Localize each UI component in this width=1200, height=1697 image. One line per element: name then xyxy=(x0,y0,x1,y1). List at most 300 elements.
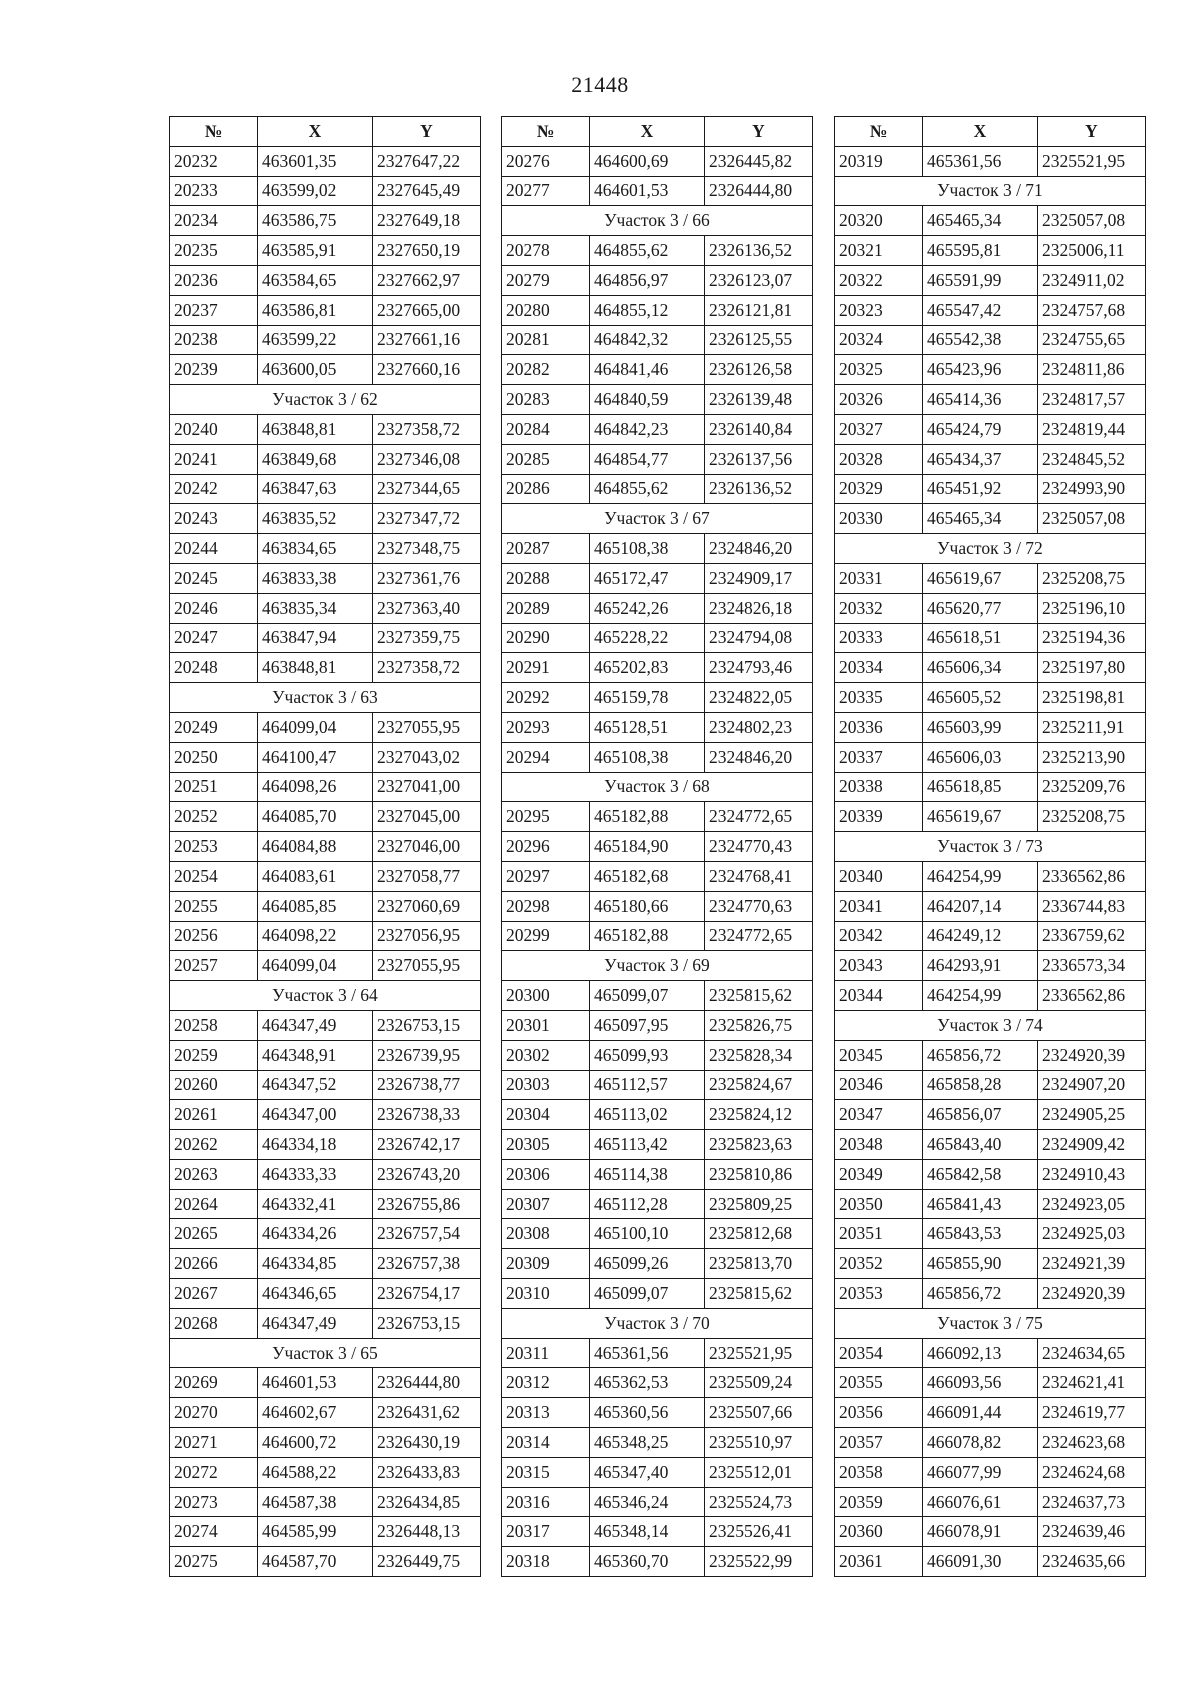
y-coordinate-cell: 2326123,07 xyxy=(705,265,813,295)
table-row xyxy=(170,742,481,772)
point-number-cell: 20252 xyxy=(170,802,258,832)
point-number-cell: 20284 xyxy=(502,414,590,444)
y-coordinate-cell: 2327344,65 xyxy=(373,474,481,504)
table-row xyxy=(835,1189,1146,1219)
table-row xyxy=(170,504,481,534)
table-row xyxy=(835,236,1146,266)
x-coordinate-cell: 464098,26 xyxy=(258,772,373,802)
x-coordinate-cell: 464333,33 xyxy=(258,1159,373,1189)
x-coordinate-cell: 465856,72 xyxy=(923,1040,1038,1070)
x-coordinate-cell: 465182,88 xyxy=(590,802,705,832)
table-row xyxy=(835,1159,1146,1189)
table-row xyxy=(835,653,1146,683)
x-coordinate-cell: 463599,02 xyxy=(258,176,373,206)
y-coordinate-cell: 2327358,72 xyxy=(373,653,481,683)
table-row xyxy=(170,1428,481,1458)
table-row xyxy=(835,206,1146,236)
table-row xyxy=(170,534,481,564)
y-coordinate-cell: 2324845,52 xyxy=(1038,444,1146,474)
coordinates-table-2 xyxy=(501,116,813,1577)
x-coordinate-cell: 463848,81 xyxy=(258,414,373,444)
x-coordinate-cell: 465542,38 xyxy=(923,325,1038,355)
point-number-cell: 20272 xyxy=(170,1457,258,1487)
table-row xyxy=(170,563,481,593)
point-number-cell: 20314 xyxy=(502,1428,590,1458)
y-coordinate-cell: 2324634,65 xyxy=(1038,1338,1146,1368)
table-row xyxy=(502,1487,813,1517)
x-coordinate-cell: 465099,07 xyxy=(590,981,705,1011)
point-number-cell: 20316 xyxy=(502,1487,590,1517)
table-row xyxy=(170,236,481,266)
y-coordinate-cell: 2324846,20 xyxy=(705,742,813,772)
point-number-cell: 20299 xyxy=(502,921,590,951)
x-coordinate-cell: 464100,47 xyxy=(258,742,373,772)
y-coordinate-cell: 2326738,33 xyxy=(373,1100,481,1130)
table-row xyxy=(502,1159,813,1189)
y-coordinate-cell: 2336759,62 xyxy=(1038,921,1146,951)
point-number-cell: 20234 xyxy=(170,206,258,236)
x-coordinate-cell: 463835,34 xyxy=(258,593,373,623)
table-row xyxy=(170,295,481,325)
x-coordinate-cell: 465113,02 xyxy=(590,1100,705,1130)
x-coordinate-cell: 464842,23 xyxy=(590,414,705,444)
table-row xyxy=(835,444,1146,474)
point-number-cell: 20246 xyxy=(170,593,258,623)
point-number-cell: 20358 xyxy=(835,1457,923,1487)
x-coordinate-cell: 463599,22 xyxy=(258,325,373,355)
point-number-cell: 20298 xyxy=(502,891,590,921)
table-row xyxy=(170,355,481,385)
header-x: X xyxy=(258,117,373,147)
y-coordinate-cell: 2326430,19 xyxy=(373,1428,481,1458)
y-coordinate-cell: 2327060,69 xyxy=(373,891,481,921)
y-coordinate-cell: 2327361,76 xyxy=(373,563,481,593)
y-coordinate-cell: 2327348,75 xyxy=(373,534,481,564)
x-coordinate-cell: 465097,95 xyxy=(590,1010,705,1040)
x-coordinate-cell: 464587,70 xyxy=(258,1547,373,1577)
x-coordinate-cell: 465100,10 xyxy=(590,1219,705,1249)
point-number-cell: 20334 xyxy=(835,653,923,683)
table-row xyxy=(170,921,481,951)
table-row xyxy=(170,1130,481,1160)
table-row xyxy=(170,1010,481,1040)
x-coordinate-cell: 464249,12 xyxy=(923,921,1038,951)
point-number-cell: 20262 xyxy=(170,1130,258,1160)
y-coordinate-cell: 2325810,86 xyxy=(705,1159,813,1189)
x-coordinate-cell: 463835,52 xyxy=(258,504,373,534)
y-coordinate-cell: 2325522,99 xyxy=(705,1547,813,1577)
point-number-cell: 20290 xyxy=(502,623,590,653)
point-number-cell: 20353 xyxy=(835,1279,923,1309)
point-number-cell: 20352 xyxy=(835,1249,923,1279)
table-row xyxy=(502,534,813,564)
point-number-cell: 20301 xyxy=(502,1010,590,1040)
y-coordinate-cell: 2324624,68 xyxy=(1038,1457,1146,1487)
point-number-cell: 20256 xyxy=(170,921,258,951)
x-coordinate-cell: 465242,26 xyxy=(590,593,705,623)
y-coordinate-cell: 2325826,75 xyxy=(705,1010,813,1040)
x-coordinate-cell: 465184,90 xyxy=(590,832,705,862)
table-row xyxy=(835,802,1146,832)
table-row xyxy=(502,265,813,295)
x-coordinate-cell: 463600,05 xyxy=(258,355,373,385)
table-row xyxy=(835,355,1146,385)
y-coordinate-cell: 2327649,18 xyxy=(373,206,481,236)
y-coordinate-cell: 2325211,91 xyxy=(1038,712,1146,742)
table-row xyxy=(835,265,1146,295)
y-coordinate-cell: 2326743,20 xyxy=(373,1159,481,1189)
table-row xyxy=(502,474,813,504)
y-coordinate-cell: 2326444,80 xyxy=(705,176,813,206)
point-number-cell: 20312 xyxy=(502,1368,590,1398)
y-coordinate-cell: 2325824,12 xyxy=(705,1100,813,1130)
point-number-cell: 20336 xyxy=(835,712,923,742)
table-row xyxy=(835,1428,1146,1458)
point-number-cell: 20275 xyxy=(170,1547,258,1577)
section-title: Участок 3 / 63 xyxy=(170,683,481,713)
x-coordinate-cell: 465843,53 xyxy=(923,1219,1038,1249)
table-row xyxy=(170,206,481,236)
table-row xyxy=(502,1249,813,1279)
y-coordinate-cell: 2325512,01 xyxy=(705,1457,813,1487)
x-coordinate-cell: 463849,68 xyxy=(258,444,373,474)
table-row xyxy=(835,683,1146,713)
point-number-cell: 20328 xyxy=(835,444,923,474)
y-coordinate-cell: 2325521,95 xyxy=(1038,146,1146,176)
section-title: Участок 3 / 68 xyxy=(502,772,813,802)
point-number-cell: 20268 xyxy=(170,1308,258,1338)
point-number-cell: 20311 xyxy=(502,1338,590,1368)
y-coordinate-cell: 2327661,16 xyxy=(373,325,481,355)
table-row xyxy=(835,772,1146,802)
x-coordinate-cell: 464854,77 xyxy=(590,444,705,474)
y-coordinate-cell: 2326742,17 xyxy=(373,1130,481,1160)
section-title: Участок 3 / 69 xyxy=(502,951,813,981)
table-row xyxy=(502,832,813,862)
section-title: Участок 3 / 74 xyxy=(835,1010,1146,1040)
table-row xyxy=(502,444,813,474)
y-coordinate-cell: 2324925,03 xyxy=(1038,1219,1146,1249)
x-coordinate-cell: 465858,28 xyxy=(923,1070,1038,1100)
x-coordinate-cell: 463586,81 xyxy=(258,295,373,325)
point-number-cell: 20264 xyxy=(170,1189,258,1219)
point-number-cell: 20345 xyxy=(835,1040,923,1070)
y-coordinate-cell: 2324920,39 xyxy=(1038,1279,1146,1309)
point-number-cell: 20232 xyxy=(170,146,258,176)
point-number-cell: 20310 xyxy=(502,1279,590,1309)
point-number-cell: 20321 xyxy=(835,236,923,266)
table-row xyxy=(170,1189,481,1219)
x-coordinate-cell: 464855,12 xyxy=(590,295,705,325)
header-y: Y xyxy=(373,117,481,147)
point-number-cell: 20271 xyxy=(170,1428,258,1458)
point-number-cell: 20355 xyxy=(835,1368,923,1398)
y-coordinate-cell: 2325208,75 xyxy=(1038,802,1146,832)
y-coordinate-cell: 2326136,52 xyxy=(705,474,813,504)
y-coordinate-cell: 2324846,20 xyxy=(705,534,813,564)
point-number-cell: 20341 xyxy=(835,891,923,921)
y-coordinate-cell: 2324911,02 xyxy=(1038,265,1146,295)
table-row xyxy=(170,1547,481,1577)
x-coordinate-cell: 465348,25 xyxy=(590,1428,705,1458)
table-row xyxy=(835,1130,1146,1160)
x-coordinate-cell: 464347,49 xyxy=(258,1010,373,1040)
table-row xyxy=(502,1338,813,1368)
section-row xyxy=(502,951,813,981)
x-coordinate-cell: 466078,91 xyxy=(923,1517,1038,1547)
x-coordinate-cell: 464585,99 xyxy=(258,1517,373,1547)
x-coordinate-cell: 464601,53 xyxy=(590,176,705,206)
table-row xyxy=(170,1517,481,1547)
table-row xyxy=(502,1457,813,1487)
point-number-cell: 20266 xyxy=(170,1249,258,1279)
point-number-cell: 20319 xyxy=(835,146,923,176)
x-coordinate-cell: 465856,72 xyxy=(923,1279,1038,1309)
x-coordinate-cell: 465108,38 xyxy=(590,534,705,564)
x-coordinate-cell: 465099,93 xyxy=(590,1040,705,1070)
section-title: Участок 3 / 75 xyxy=(835,1308,1146,1338)
point-number-cell: 20350 xyxy=(835,1189,923,1219)
x-coordinate-cell: 465465,34 xyxy=(923,206,1038,236)
point-number-cell: 20294 xyxy=(502,742,590,772)
y-coordinate-cell: 2326753,15 xyxy=(373,1308,481,1338)
point-number-cell: 20233 xyxy=(170,176,258,206)
point-number-cell: 20323 xyxy=(835,295,923,325)
point-number-cell: 20349 xyxy=(835,1159,923,1189)
x-coordinate-cell: 464084,88 xyxy=(258,832,373,862)
point-number-cell: 20285 xyxy=(502,444,590,474)
coordinates-table-1 xyxy=(169,116,481,1577)
x-coordinate-cell: 464855,62 xyxy=(590,474,705,504)
y-coordinate-cell: 2326757,38 xyxy=(373,1249,481,1279)
table-row xyxy=(502,891,813,921)
y-coordinate-cell: 2326136,52 xyxy=(705,236,813,266)
point-number-cell: 20359 xyxy=(835,1487,923,1517)
section-row xyxy=(502,772,813,802)
point-number-cell: 20260 xyxy=(170,1070,258,1100)
section-title: Участок 3 / 71 xyxy=(835,176,1146,206)
section-row xyxy=(835,1308,1146,1338)
table-row xyxy=(502,563,813,593)
table-row xyxy=(170,1279,481,1309)
point-number-cell: 20324 xyxy=(835,325,923,355)
point-number-cell: 20360 xyxy=(835,1517,923,1547)
x-coordinate-cell: 465347,40 xyxy=(590,1457,705,1487)
point-number-cell: 20249 xyxy=(170,712,258,742)
point-number-cell: 20283 xyxy=(502,385,590,415)
x-coordinate-cell: 464840,59 xyxy=(590,385,705,415)
y-coordinate-cell: 2324637,73 xyxy=(1038,1487,1146,1517)
point-number-cell: 20241 xyxy=(170,444,258,474)
table-row xyxy=(502,325,813,355)
table-row xyxy=(502,295,813,325)
x-coordinate-cell: 464334,26 xyxy=(258,1219,373,1249)
x-coordinate-cell: 465841,43 xyxy=(923,1189,1038,1219)
point-number-cell: 20327 xyxy=(835,414,923,444)
x-coordinate-cell: 463833,38 xyxy=(258,563,373,593)
table-row xyxy=(502,712,813,742)
y-coordinate-cell: 2324639,46 xyxy=(1038,1517,1146,1547)
point-number-cell: 20331 xyxy=(835,563,923,593)
point-number-cell: 20317 xyxy=(502,1517,590,1547)
y-coordinate-cell: 2326757,54 xyxy=(373,1219,481,1249)
y-coordinate-cell: 2324635,66 xyxy=(1038,1547,1146,1577)
table-row xyxy=(170,1100,481,1130)
y-coordinate-cell: 2325057,08 xyxy=(1038,206,1146,236)
y-coordinate-cell: 2325815,62 xyxy=(705,981,813,1011)
table-row xyxy=(170,712,481,742)
section-row xyxy=(170,385,481,415)
point-number-cell: 20354 xyxy=(835,1338,923,1368)
x-coordinate-cell: 464587,38 xyxy=(258,1487,373,1517)
section-row xyxy=(835,832,1146,862)
y-coordinate-cell: 2324757,68 xyxy=(1038,295,1146,325)
table-row xyxy=(502,1100,813,1130)
point-number-cell: 20340 xyxy=(835,861,923,891)
point-number-cell: 20274 xyxy=(170,1517,258,1547)
point-number-cell: 20237 xyxy=(170,295,258,325)
section-row xyxy=(835,1010,1146,1040)
y-coordinate-cell: 2327055,95 xyxy=(373,951,481,981)
y-coordinate-cell: 2325208,75 xyxy=(1038,563,1146,593)
point-number-cell: 20307 xyxy=(502,1189,590,1219)
x-coordinate-cell: 465591,99 xyxy=(923,265,1038,295)
y-coordinate-cell: 2325213,90 xyxy=(1038,742,1146,772)
point-number-cell: 20281 xyxy=(502,325,590,355)
table-row xyxy=(502,1428,813,1458)
y-coordinate-cell: 2326431,62 xyxy=(373,1398,481,1428)
y-coordinate-cell: 2325057,08 xyxy=(1038,504,1146,534)
x-coordinate-cell: 464588,22 xyxy=(258,1457,373,1487)
table-row xyxy=(502,1130,813,1160)
y-coordinate-cell: 2325809,25 xyxy=(705,1189,813,1219)
table-row xyxy=(835,563,1146,593)
point-number-cell: 20318 xyxy=(502,1547,590,1577)
y-coordinate-cell: 2324817,57 xyxy=(1038,385,1146,415)
section-row xyxy=(835,534,1146,564)
point-number-cell: 20258 xyxy=(170,1010,258,1040)
table-row xyxy=(835,1249,1146,1279)
x-coordinate-cell: 464600,69 xyxy=(590,146,705,176)
y-coordinate-cell: 2325524,73 xyxy=(705,1487,813,1517)
point-number-cell: 20320 xyxy=(835,206,923,236)
y-coordinate-cell: 2326449,75 xyxy=(373,1547,481,1577)
point-number-cell: 20330 xyxy=(835,504,923,534)
y-coordinate-cell: 2327056,95 xyxy=(373,921,481,951)
x-coordinate-cell: 465099,07 xyxy=(590,1279,705,1309)
y-coordinate-cell: 2327645,49 xyxy=(373,176,481,206)
point-number-cell: 20247 xyxy=(170,623,258,653)
table-row xyxy=(502,981,813,1011)
y-coordinate-cell: 2324921,39 xyxy=(1038,1249,1146,1279)
section-row xyxy=(170,981,481,1011)
y-coordinate-cell: 2326125,55 xyxy=(705,325,813,355)
y-coordinate-cell: 2336562,86 xyxy=(1038,861,1146,891)
point-number-cell: 20276 xyxy=(502,146,590,176)
point-number-cell: 20305 xyxy=(502,1130,590,1160)
table-row xyxy=(502,653,813,683)
y-coordinate-cell: 2326445,82 xyxy=(705,146,813,176)
section-title: Участок 3 / 62 xyxy=(170,385,481,415)
header-row xyxy=(170,117,481,147)
table-row xyxy=(835,504,1146,534)
table-row xyxy=(170,1219,481,1249)
y-coordinate-cell: 2324772,65 xyxy=(705,921,813,951)
y-coordinate-cell: 2324794,08 xyxy=(705,623,813,653)
y-coordinate-cell: 2326755,86 xyxy=(373,1189,481,1219)
x-coordinate-cell: 463847,94 xyxy=(258,623,373,653)
point-number-cell: 20278 xyxy=(502,236,590,266)
point-number-cell: 20291 xyxy=(502,653,590,683)
point-number-cell: 20254 xyxy=(170,861,258,891)
x-coordinate-cell: 465619,67 xyxy=(923,802,1038,832)
table-row xyxy=(502,683,813,713)
section-row xyxy=(170,683,481,713)
point-number-cell: 20292 xyxy=(502,683,590,713)
point-number-cell: 20309 xyxy=(502,1249,590,1279)
point-number-cell: 20257 xyxy=(170,951,258,981)
y-coordinate-cell: 2324802,23 xyxy=(705,712,813,742)
table-row xyxy=(502,385,813,415)
table-row xyxy=(835,1279,1146,1309)
x-coordinate-cell: 465547,42 xyxy=(923,295,1038,325)
point-number-cell: 20361 xyxy=(835,1547,923,1577)
y-coordinate-cell: 2324909,17 xyxy=(705,563,813,593)
y-coordinate-cell: 2325006,11 xyxy=(1038,236,1146,266)
point-number-cell: 20342 xyxy=(835,921,923,951)
x-coordinate-cell: 464085,85 xyxy=(258,891,373,921)
point-number-cell: 20304 xyxy=(502,1100,590,1130)
x-coordinate-cell: 464855,62 xyxy=(590,236,705,266)
point-number-cell: 20346 xyxy=(835,1070,923,1100)
table-row xyxy=(170,1159,481,1189)
x-coordinate-cell: 464347,49 xyxy=(258,1308,373,1338)
header-y: Y xyxy=(1038,117,1146,147)
x-coordinate-cell: 464347,00 xyxy=(258,1100,373,1130)
y-coordinate-cell: 2325196,10 xyxy=(1038,593,1146,623)
point-number-cell: 20263 xyxy=(170,1159,258,1189)
y-coordinate-cell: 2326137,56 xyxy=(705,444,813,474)
point-number-cell: 20297 xyxy=(502,861,590,891)
point-number-cell: 20270 xyxy=(170,1398,258,1428)
header-number: № xyxy=(835,117,923,147)
table-row xyxy=(835,921,1146,951)
section-title: Участок 3 / 64 xyxy=(170,981,481,1011)
x-coordinate-cell: 465113,42 xyxy=(590,1130,705,1160)
table-row xyxy=(835,1070,1146,1100)
point-number-cell: 20296 xyxy=(502,832,590,862)
x-coordinate-cell: 465182,68 xyxy=(590,861,705,891)
section-row xyxy=(502,1308,813,1338)
point-number-cell: 20277 xyxy=(502,176,590,206)
table-row xyxy=(502,742,813,772)
table-row xyxy=(835,951,1146,981)
point-number-cell: 20250 xyxy=(170,742,258,772)
section-title: Участок 3 / 73 xyxy=(835,832,1146,862)
table-row xyxy=(502,1010,813,1040)
x-coordinate-cell: 465182,88 xyxy=(590,921,705,951)
table-row xyxy=(170,1249,481,1279)
x-coordinate-cell: 464254,99 xyxy=(923,861,1038,891)
x-coordinate-cell: 464334,85 xyxy=(258,1249,373,1279)
point-number-cell: 20280 xyxy=(502,295,590,325)
section-title: Участок 3 / 70 xyxy=(502,1308,813,1338)
table-row xyxy=(835,861,1146,891)
x-coordinate-cell: 464348,91 xyxy=(258,1040,373,1070)
x-coordinate-cell: 465360,70 xyxy=(590,1547,705,1577)
table-row xyxy=(502,1040,813,1070)
point-number-cell: 20308 xyxy=(502,1219,590,1249)
